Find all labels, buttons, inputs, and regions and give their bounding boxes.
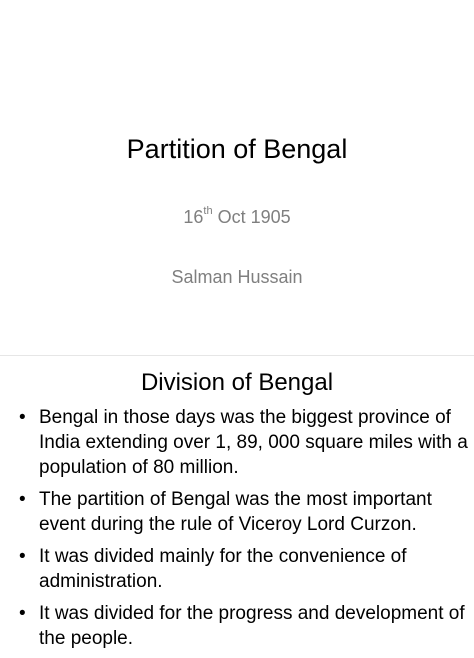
content-slide (0, 356, 474, 649)
bullet-marker: • (19, 489, 26, 510)
bullet-text: It was divided for the progress and development of the people. (39, 603, 465, 649)
date-day: 16 (183, 207, 204, 227)
bullet-item (0, 544, 474, 594)
bullet-text: The partition of Bengal was the most important event during the rule of Viceroy Lord Curzon. (39, 489, 432, 535)
bullet-marker: • (19, 546, 26, 567)
bullet-list (0, 405, 474, 658)
slide-title: Partition of Bengal (126, 134, 348, 164)
slide-author: Salman Hussain (171, 267, 303, 287)
bullet-text: It was divided mainly for the convenience of administration. (39, 546, 407, 592)
bullet-item (0, 405, 474, 480)
date-suffix: th (203, 205, 213, 217)
bullet-marker: • (19, 603, 26, 624)
bullet-item (0, 487, 474, 537)
bullet-marker: • (19, 407, 26, 428)
content-slide-title: Division of Bengal (140, 369, 334, 396)
bullet-item (0, 601, 474, 651)
date-rest: Oct 1905 (212, 207, 291, 227)
slide-date (0, 206, 474, 228)
bullet-text: Bengal in those days was the biggest province of India extending over 1, 89, 000 square miles with a population of 80 million. (39, 407, 468, 478)
